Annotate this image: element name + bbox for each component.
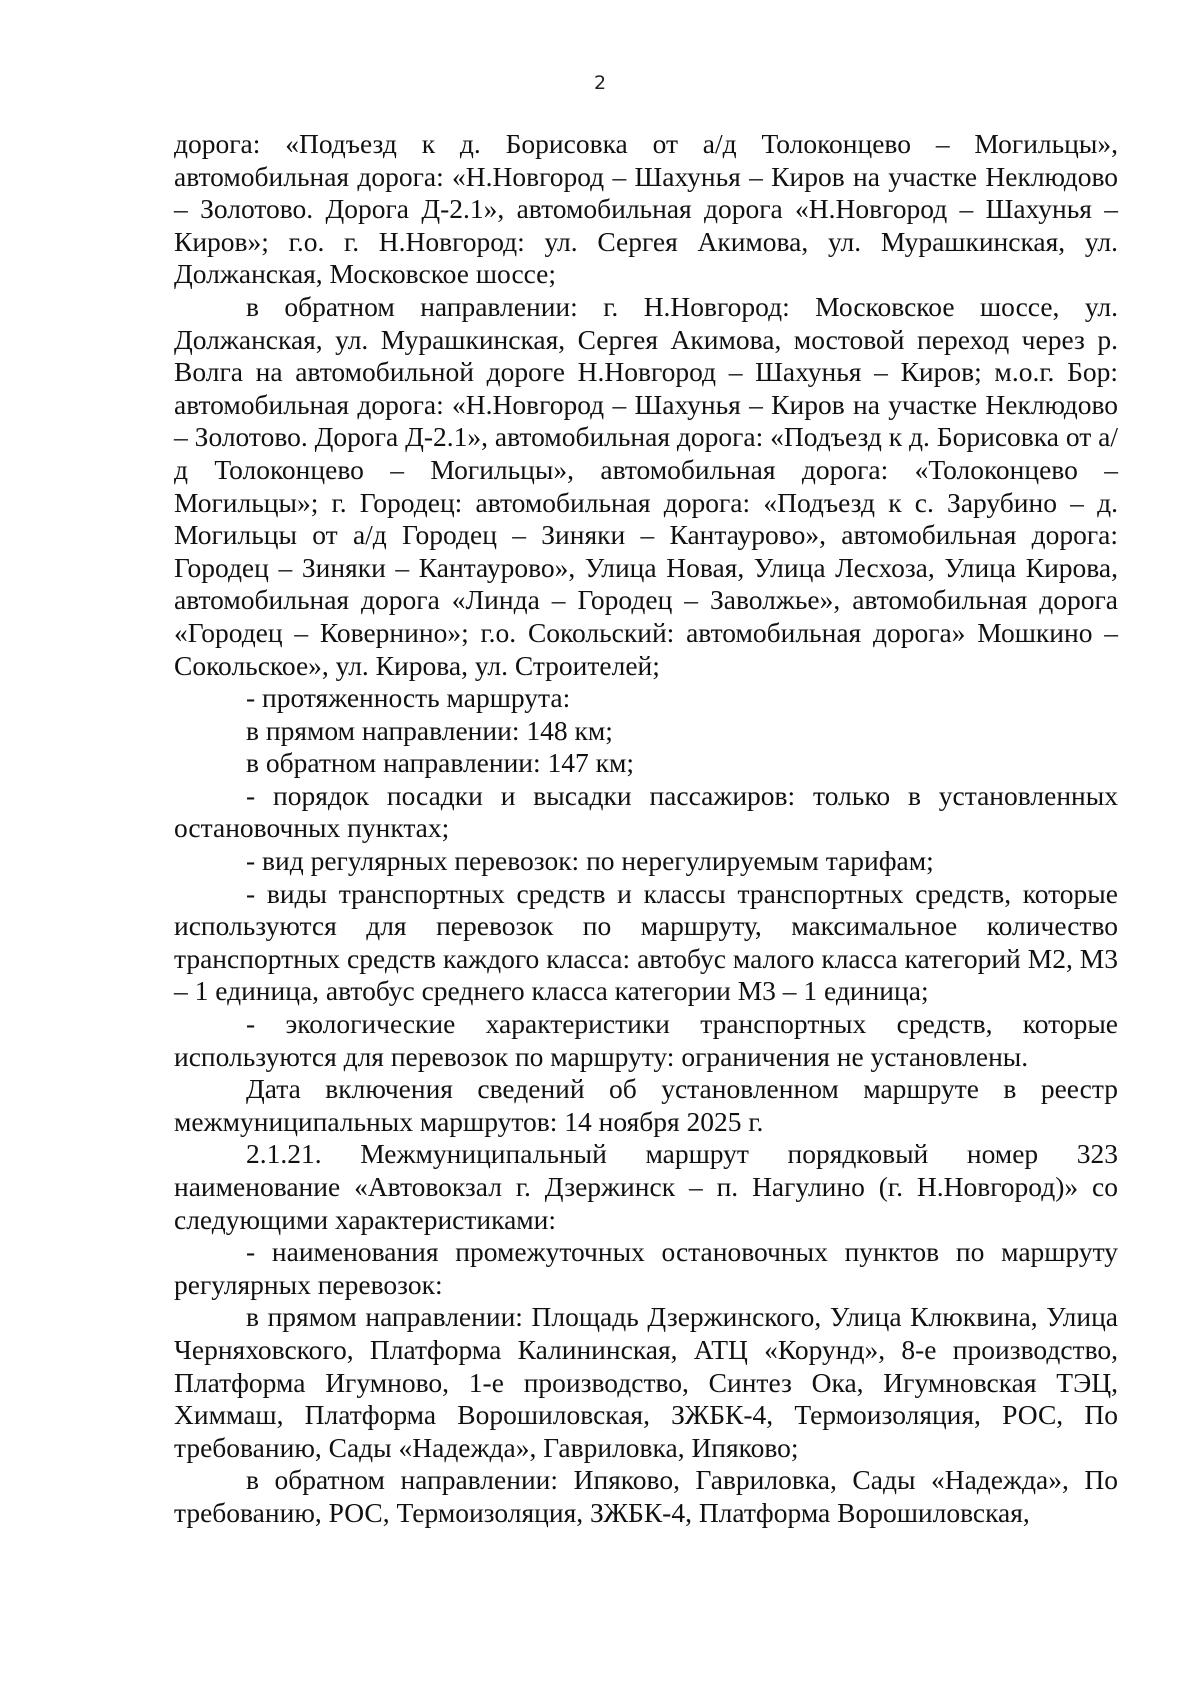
- paragraph-reverse-stops: в обратном направлении: Ипяково, Гавриловка, Сады «Надежда», По требованию, РОС, Термоизоляция, ЗЖБК-4, Платформа Ворошиловская,: [174, 1464, 1118, 1528]
- paragraph-forward-length: в прямом направлении: 148 км;: [246, 714, 613, 746]
- paragraph-route-length-heading: - протяженность маршрута:: [246, 682, 571, 714]
- paragraph-road-list-continued: дорога: «Подъезд к д. Борисовка от а/д Толоконцево – Могильцы», автомобильная дорога: «Н.Новгород – Шахунья – Киров на участке Неклюдово – Золотово. Дорога Д-2.1», автомобильная дорога «Н.Новгород – Шахунья – Киров»; г.о. г. Н.Новгород: ул. Сергея Акимова, ул. Мурашкинская, ул. Должанская, Московское шоссе;: [174, 128, 1118, 290]
- paragraph-transport-type: - вид регулярных перевозок: по нерегулируемым тарифам;: [246, 845, 934, 877]
- paragraph-intermediate-stops-heading: - наименования промежуточных остановочных пунктов по маршруту регулярных перевозок:: [174, 1236, 1118, 1300]
- paragraph-forward-stops: в прямом направлении: Площадь Дзержинского, Улица Клюквина, Улица Черняховского, Платформа Калининская, АТЦ «Корунд», 8-е производство, Платформа Игумново, 1-е производство, Синтез Ока, Игумновская ТЭЦ, Химмаш, Платформа Ворошиловская, ЗЖБК-4, Термоизоляция, РОС, По требованию, Сады «Надежда», Гавриловка, Ипяково;: [174, 1301, 1118, 1463]
- paragraph-registry-date: Дата включения сведений об установленном маршруте в реестр межмуниципальных маршрутов: 14 ноября 2025 г.: [174, 1073, 1118, 1137]
- paragraph-ecological-characteristics: - экологические характеристики транспортных средств, которые используются для перевозок по маршруту: ограничения не установлены.: [174, 1008, 1118, 1072]
- paragraph-reverse-length: в обратном направлении: 147 км;: [246, 747, 635, 779]
- paragraph-route-323-heading: 2.1.21. Межмуниципальный маршрут порядковый номер 323 наименование «Автовокзал г. Дзержинск – п. Нагулино (г. Н.Новгород)» со следующими характеристиками:: [174, 1138, 1118, 1235]
- paragraph-boarding-order: - порядок посадки и высадки пассажиров: только в установленных остановочных пунктах;: [174, 779, 1118, 844]
- page-number: 2: [593, 72, 607, 94]
- paragraph-reverse-direction-route: в обратном направлении: г. Н.Новгород: Московское шоссе, ул. Должанская, ул. Мурашкинская, Сергея Акимова, мостовой переход через р. Волга на автомобильной дороге Н.Новгород – Шахунья – Киров; м.о.г. Бор: автомобильная дорога: «Н.Новгород – Шахунья – Киров на участке Неклюдово – Золотово. Дорога Д-2.1», автомобильная дорога: «Подъезд к д. Борисовка от а/д Толоконцево – Могильцы», автомобильная дорога: «Толоконцево – Могильцы»; г. Городец: автомобильная дорога: «Подъезд к с. Зарубино – д. Могильцы от а/д Городец – Зиняки – Кантаурово», автомобильная дорога: Городец – Зиняки – Кантаурово», Улица Новая, Улица Лесхоза, Улица Кирова, автомобильная дорога «Линда – Городец – Заволжье», автомобильная дорога «Городец – Ковернино»; г.о. Сокольский: автомобильная дорога» Мошкино – Сокольское», ул. Кирова, ул. Строителей;: [174, 290, 1118, 681]
- document-body: [174, 128, 1118, 1530]
- paragraph-vehicle-classes: - виды транспортных средств и классы транспортных средств, которые используются для перевозок по маршруту, максимальное количество транспортных средств каждого класса: автобус малого класса категорий М2, М3 – 1 единица, автобус среднего класса категории М3 – 1 единица;: [174, 877, 1118, 1007]
